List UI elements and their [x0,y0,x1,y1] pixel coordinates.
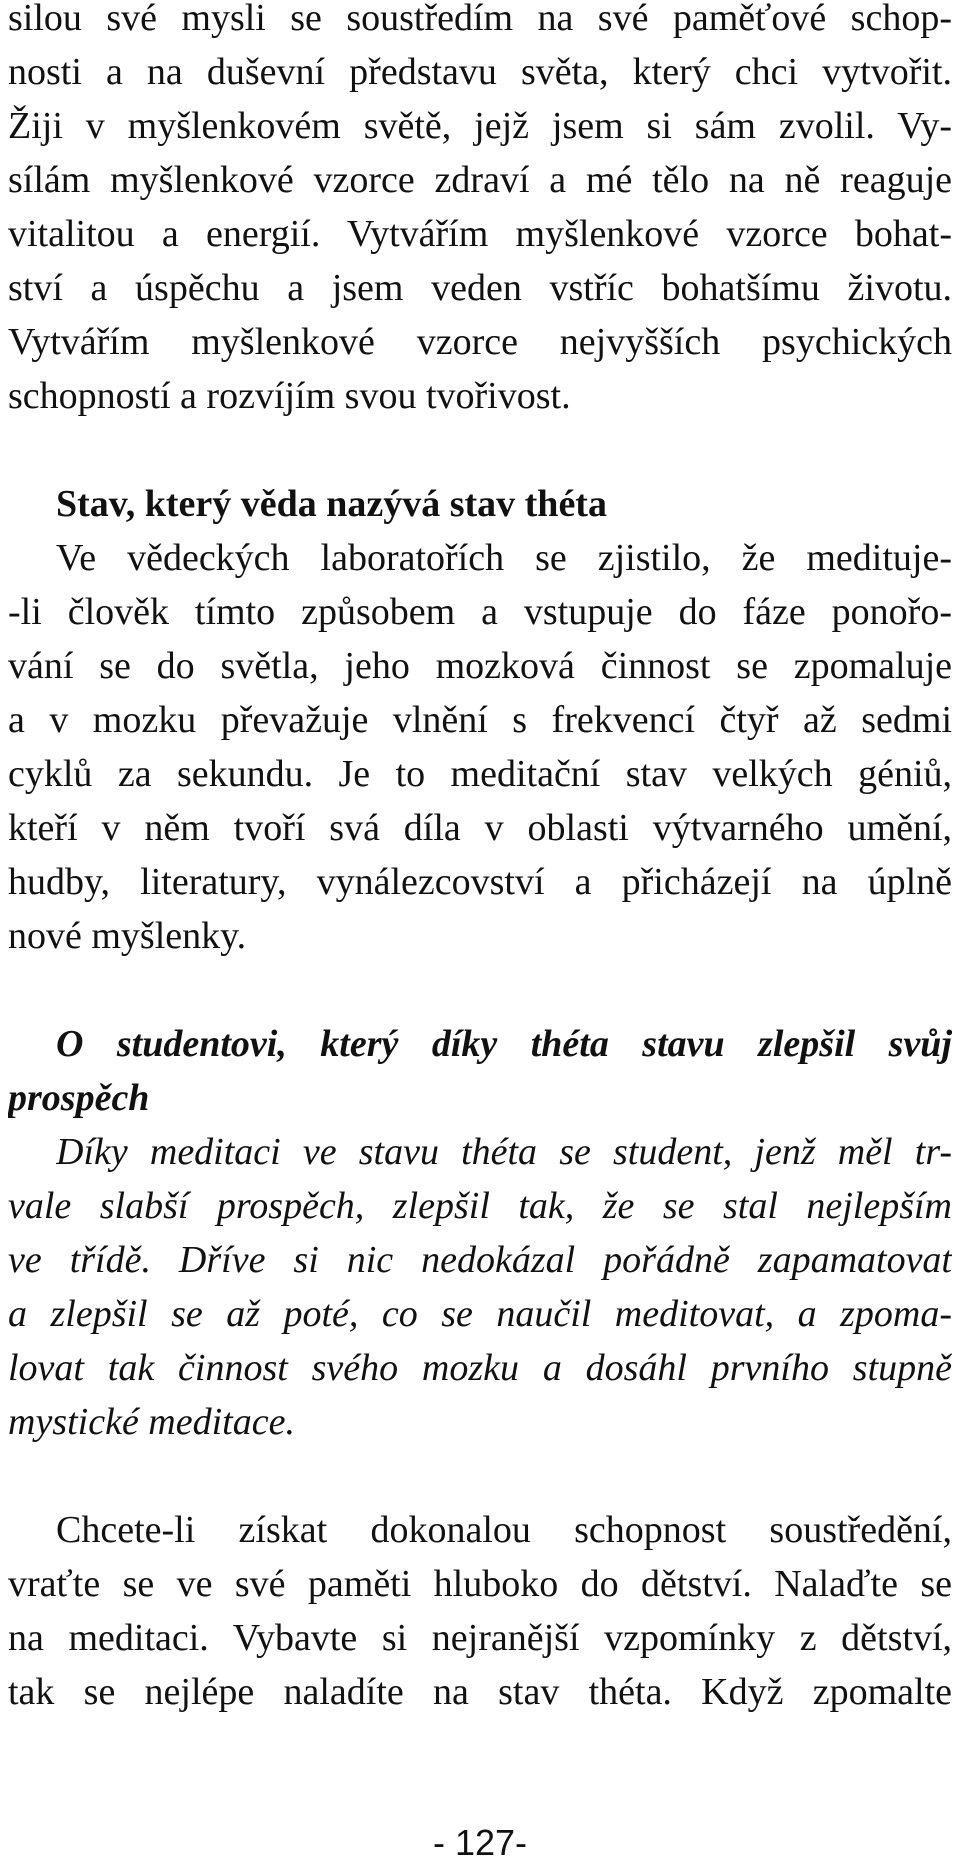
paragraph-line: Ve vědeckých laboratořích se zjistilo, že medituje- [56,537,952,579]
paragraph-line: a zlepšil se až poté, co se naučil meditovat, a zpoma- [8,1293,952,1335]
paragraph-line: ství a úspěchu a jsem veden vstříc bohatšímu životu. [8,267,952,309]
paragraph-line: na meditaci. Vybavte si nejranější vzpomínky z dětství, [8,1617,952,1659]
paragraph-line: kteří v něm tvoří svá díla v oblasti výtvarného umění, [8,807,952,849]
paragraph-line: lovat tak činnost svého mozku a dosáhl prvního stupně [8,1347,952,1389]
paragraph-line: Žiji v myšlenkovém světě, jejž jsem si sám zvolil. Vy- [8,105,952,147]
paragraph-line: schopností a rozvíjím svou tvořivost. [8,375,571,417]
paragraph-line: ve třídě. Dříve si nic nedokázal pořádně zapamatovat [8,1239,952,1281]
paragraph-line: nové myšlenky. [8,915,247,957]
paragraph-line: vitalitou a energií. Vytvářím myšlenkové vzorce bohat- [8,213,952,255]
paragraph-line: mystické meditace. [8,1401,295,1443]
paragraph-line: vraťte se ve své paměti hluboko do dětství. Nalaďte se [8,1563,952,1605]
paragraph-line: silou své mysli se soustředím na své paměťové schop- [8,0,952,39]
paragraph-line: Díky meditaci ve stavu théta se student, jenž měl tr- [56,1131,952,1173]
section-heading: prospěch [8,1077,150,1119]
paragraph-line: -li člověk tímto způsobem a vstupuje do fáze ponořo- [8,591,952,633]
paragraph-line: nosti a na duševní představu světa, který chci vytvořit. [8,51,952,93]
paragraph-line: tak se nejlépe naladíte na stav théta. Když zpomalte [8,1671,952,1713]
section-heading: Stav, který věda nazývá stav théta [56,483,607,525]
paragraph-line: Vytvářím myšlenkové vzorce nejvyšších psychických [8,321,952,363]
paragraph-line: hudby, literatury, vynálezcovství a přicházejí na úplně [8,861,952,903]
paragraph-line: Chcete-li získat dokonalou schopnost soustředění, [56,1509,952,1551]
paragraph-line: a v mozku převažuje vlnění s frekvencí čtyř až sedmi [8,699,952,741]
paragraph-line: sílám myšlenkové vzorce zdraví a mé tělo na ně reaguje [8,159,952,201]
section-heading: O studentovi, který díky théta stavu zlepšil svůj [56,1023,952,1065]
page-number: - 127- [432,1822,528,1863]
paragraph-line: vale slabší prospěch, zlepšil tak, že se stal nejlepším [8,1185,952,1227]
paragraph-line: vání se do světla, jeho mozková činnost se zpomaluje [8,645,952,687]
paragraph-line: cyklů za sekundu. Je to meditační stav velkých géniů, [8,753,952,795]
